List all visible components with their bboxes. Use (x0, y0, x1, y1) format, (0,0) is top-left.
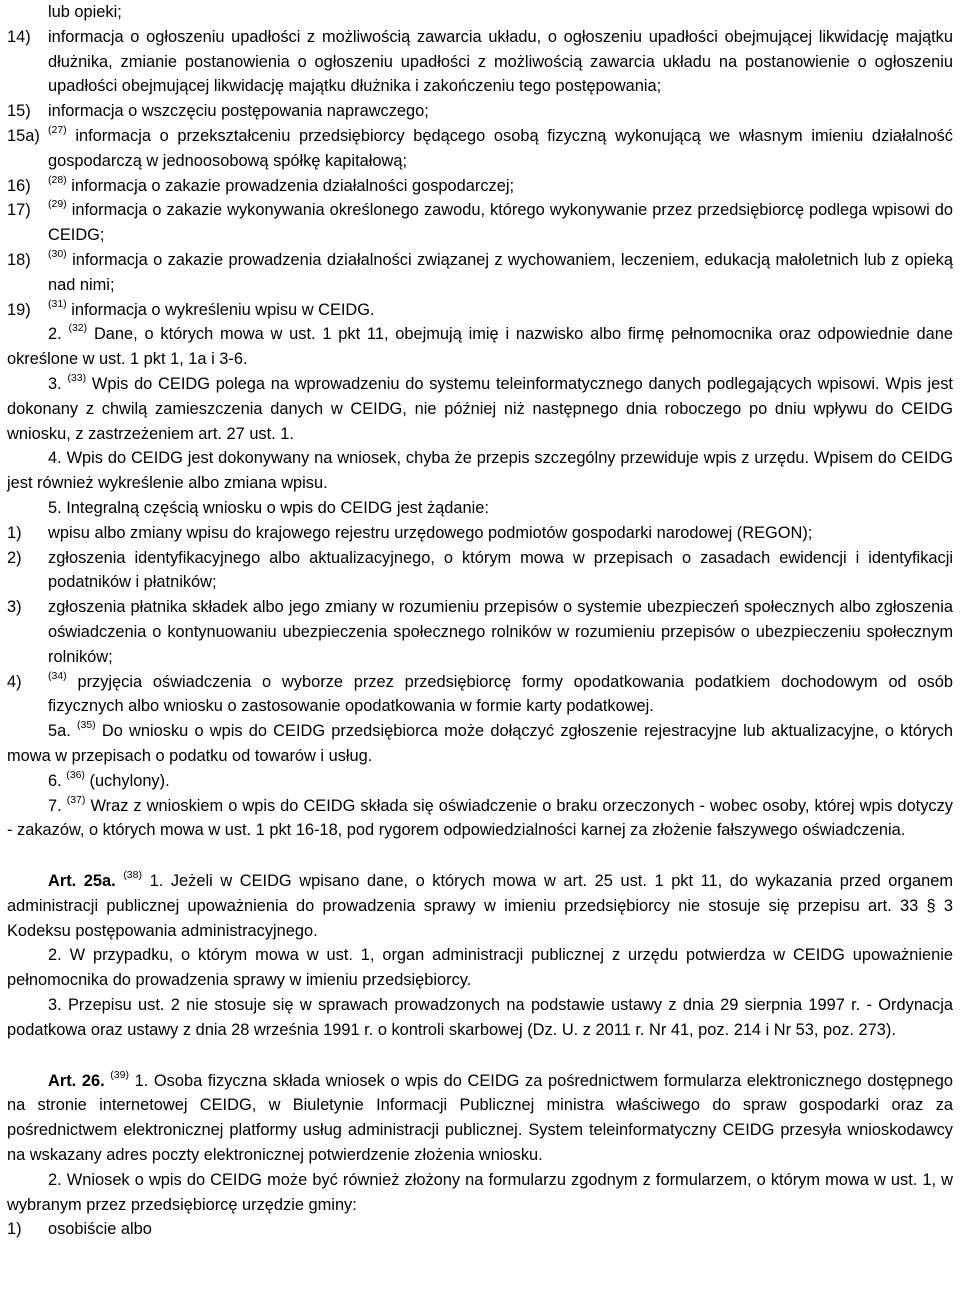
paragraph (7, 1168, 953, 1218)
list-item-number: 1) (7, 1220, 22, 1239)
footnote-marker: (30) (48, 247, 67, 260)
list-item-number: 19) (7, 300, 31, 319)
footnote-marker: (37) (66, 793, 86, 806)
list-item (7, 1217, 953, 1242)
list-item (7, 546, 953, 596)
footnote-marker: (31) (48, 297, 67, 310)
list-item (7, 174, 953, 199)
paragraph-number: 2. (48, 1170, 62, 1189)
list-item (7, 595, 953, 669)
paragraph-text: informacja o zakazie prowadzenia działalności związanej z wychowaniem, leczeniem, edukacją małoletnich lub z opieką nad nimi; (48, 250, 953, 294)
paragraph-text: informacja o przekształceniu przedsiębiorcy będącego osobą fizyczną wykonującą we własnym imieniu działalność gospodarczą w jednoosobową spółkę kapitałową; (48, 126, 953, 170)
list-item-number: 15a) (7, 126, 40, 145)
list-item (7, 670, 953, 720)
article-number: Art. 26. (48, 1071, 105, 1090)
paragraph-text: Integralną częścią wniosku o wpis do CEIDG jest żądanie: (66, 498, 489, 517)
paragraph-text: Do wniosku o wpis do CEIDG przedsiębiorca może dołączyć zgłoszenie rejestracyjne lub aktualizacyjne, o których mowa w przepisach o podatku od towarów i usług. (7, 722, 953, 765)
paragraph-text: 1. Jeżeli w CEIDG wpisano dane, o których mowa w art. 25 ust. 1 pkt 11, do wykazania przed organem administracji publicznej upoważnienia do prowadzenia sprawy w imieniu przedsiębiorcy nie stosuje się przepisu art. 33 § 3 Kodeksu postępowania administracyjnego. (7, 872, 953, 940)
footnote-marker: (35) (77, 719, 96, 732)
paragraph-text: Wpis do CEIDG polega na wprowadzeniu do systemu teleinformatycznego danych podlegających wpisowi. Wpis jest dokonany z chwilą zamieszczenia danych w CEIDG, nie później niż następnego dnia roboczego po dniu wpływu do CEIDG wniosku, z zastrzeżeniem art. 27 ust. 1. (7, 374, 953, 443)
paragraph (7, 719, 953, 769)
article-number: Art. 25a. (48, 872, 116, 891)
paragraph (7, 372, 953, 446)
list-item-number: 16) (7, 176, 31, 195)
article-paragraph (7, 1069, 953, 1168)
paragraph-number: 2. (48, 325, 62, 344)
footnote-marker: (34) (48, 669, 67, 682)
paragraph-text: Wpis do CEIDG jest dokonywany na wniosek, chyba że przepis szczególny przewiduje wpis z urzędu. Wpisem do CEIDG jest również wykreślenie albo zmiana wpisu. (7, 449, 953, 493)
list-item (7, 248, 953, 298)
paragraph-text: informacja o zakazie wykonywania określonego zawodu, którego wykonywanie przez przedsiębiorcę podlega wpisowi do CEIDG; (48, 201, 953, 245)
paragraph-number: 4. (48, 449, 62, 468)
paragraph (7, 322, 953, 372)
paragraph-text: zgłoszenia identyfikacyjnego albo aktualizacyjnego, o którym mowa w przepisach o zasadach ewidencji i identyfikacji podatników i płatników; (48, 548, 953, 592)
paragraph-number: 3. (48, 996, 62, 1015)
paragraph-number: 7. (48, 796, 62, 815)
list-item-number: 3) (7, 598, 22, 617)
list-item (7, 25, 953, 99)
list-item (7, 521, 953, 546)
paragraph (7, 794, 953, 844)
paragraph-text: informacja o zakazie prowadzenia działalności gospodarczej; (71, 176, 515, 195)
paragraph-number: 3. (48, 374, 62, 393)
document-page (7, 0, 953, 1242)
footnote-marker: (33) (67, 371, 87, 384)
list-item-number: 15) (7, 102, 31, 121)
list-item-number: 18) (7, 250, 31, 269)
paragraph (7, 446, 953, 496)
footnote-marker: (38) (123, 869, 142, 882)
paragraph-number: 2. (48, 946, 62, 965)
paragraph-text: Przepisu ust. 2 nie stosuje się w sprawach prowadzonych na podstawie ustawy z dnia 29 sierpnia 1997 r. - Ordynacja podatkowa oraz ustawy z dnia 28 września 1991 r. o kontroli skarbowej (Dz. U. z 2011 r. Nr 41, poz. 214 i Nr 53, poz. 273). (7, 996, 954, 1039)
paragraph-text: przyjęcia oświadczenia o wyborze przez przedsiębiorcę formy opodatkowania podatkiem dochodowym od osób fizycznych albo wniosku o zastosowanie opodatkowania w formie karty podatkowej. (48, 672, 953, 716)
paragraph-gap (7, 843, 953, 869)
list-item (7, 298, 953, 323)
list-item-number: 17) (7, 201, 31, 220)
footnote-marker: (39) (110, 1068, 129, 1081)
paragraph-text: informacja o wykreśleniu wpisu w CEIDG. (71, 300, 375, 319)
footnote-marker: (36) (66, 768, 85, 781)
paragraph (7, 769, 953, 794)
paragraph-text: (uchylony). (89, 771, 170, 790)
paragraph-text: lub opieki; (48, 3, 122, 21)
list-item-number: 14) (7, 27, 31, 46)
paragraph-number: 5. (48, 498, 62, 517)
paragraph (7, 993, 953, 1043)
paragraph-text: Wniosek o wpis do CEIDG może być również złożony na formularzu zgodnym z formularzem, o którym mowa w ust. 1, w wybranym przez przedsiębiorcę urzędzie gminy: (7, 1170, 953, 1214)
footnote-marker: (29) (48, 198, 67, 211)
paragraph-text: osobiście albo (48, 1220, 152, 1239)
paragraph-text: Dane, o których mowa w ust. 1 pkt 11, obejmują imię i nazwisko albo firmę pełnomocnika oraz odpowiednie dane określone w ust. 1 pkt 1, 1a i 3-6. (7, 325, 953, 369)
list-item-number: 1) (7, 523, 22, 542)
list-item-number: 2) (7, 548, 22, 567)
list-item (7, 124, 953, 174)
paragraph-number: 6. (48, 771, 62, 790)
paragraph-text: wpisu albo zmiany wpisu do krajowego rejestru urzędowego podmiotów gospodarki narodowej (REGON); (48, 523, 813, 542)
list-item-continuation (7, 0, 953, 25)
list-item-number: 4) (7, 672, 22, 691)
footnote-marker: (32) (68, 322, 88, 335)
paragraph-gap (7, 1043, 953, 1069)
paragraph (7, 943, 953, 993)
paragraph-text: W przypadku, o którym mowa w ust. 1, organ administracji publicznej z urzędu potwierdza w CEIDG upoważnienie pełnomocnika do prowadzenia sprawy w imieniu przedsiębiorcy. (7, 946, 953, 990)
footnote-marker: (27) (48, 123, 67, 136)
paragraph-text: Wraz z wnioskiem o wpis do CEIDG składa się oświadczenie o braku orzeczonych - wobec osoby, której wpis dotyczy - zakazów, o których mowa w ust. 1 pkt 16-18, pod rygorem odpowiedzialności karnej za złożenie fałszywego oświadczenia. (7, 796, 954, 840)
article-paragraph (7, 869, 953, 943)
list-item (7, 99, 953, 124)
paragraph-text: zgłoszenia płatnika składek albo jego zmiany w rozumieniu przepisów o systemie ubezpieczeń społecznych albo zgłoszenia oświadczenia o kontynuowaniu ubezpieczenia społecznego rolników w rozumieniu przepisów o ubezpieczeniu społecznym rolników; (48, 598, 953, 666)
list-item (7, 198, 953, 248)
paragraph-text: informacja o ogłoszeniu upadłości z możliwością zawarcia układu, o ogłoszeniu upadłości obejmującej likwidację majątku dłużnika, zmianie postanowienia o ogłoszeniu upadłości z możliwością zawarcia układu na postanowienie o ogłoszeniu upadłości obejmującej likwidację majątku dłużnika i zakończeniu tego postępowania; (48, 27, 953, 96)
paragraph-text: informacja o wszczęciu postępowania naprawczego; (48, 102, 429, 121)
footnote-marker: (28) (48, 173, 67, 186)
paragraph-number: 5a. (48, 722, 71, 741)
paragraph-text: 1. Osoba fizyczna składa wniosek o wpis do CEIDG za pośrednictwem formularza elektronicznego dostępnego na stronie internetowej CEIDG, w Biuletynie Informacji Publicznej ministra właściwego do spraw gospodarki oraz za pośrednictwem elektronicznej platformy usług administracji publicznej. System teleinformatyczny CEIDG przesyła wnioskodawcy na wskazany adres poczty elektronicznej potwierdzenie złożenia wniosku. (7, 1071, 953, 1165)
paragraph (7, 496, 953, 521)
